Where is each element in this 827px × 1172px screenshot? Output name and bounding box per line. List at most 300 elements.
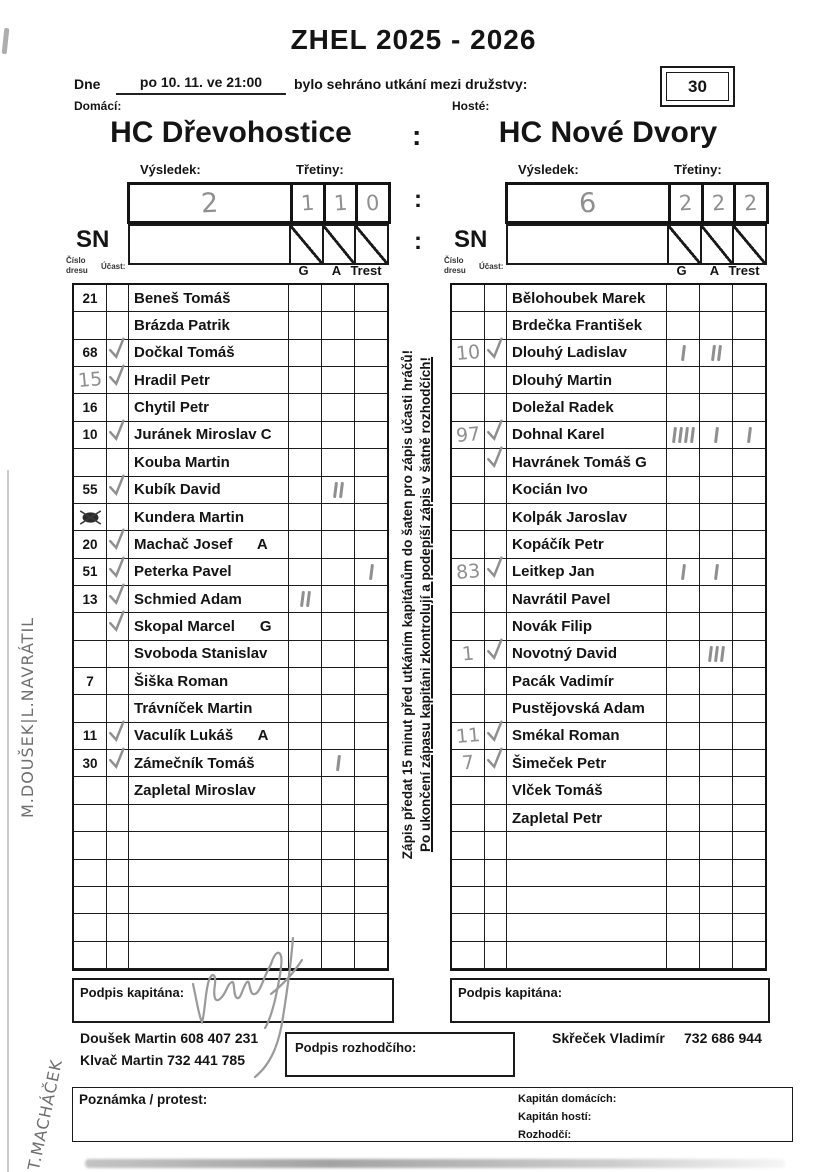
home-result-label: Výsledek:: [140, 162, 201, 177]
goals-cell: [289, 367, 322, 394]
participation-cell: [485, 613, 507, 640]
jersey-number-handwritten: 11: [454, 723, 482, 748]
penalty-cell: [355, 942, 387, 969]
goals-cell: [667, 805, 700, 832]
goals-cell: [667, 914, 700, 941]
participation-cell: [485, 586, 507, 613]
jersey-number-cell: [452, 805, 485, 832]
participation-cell: [485, 750, 507, 777]
assists-cell: [700, 586, 733, 613]
player-name-cell: [129, 832, 289, 859]
jersey-number-cell: [74, 285, 107, 312]
jersey-number-cell: [74, 559, 107, 586]
jersey-number-cell: [452, 449, 485, 476]
player-name-cell: Zámečník Tomáš: [129, 750, 289, 777]
penalty-cell: [355, 641, 387, 668]
assists-cell: [700, 914, 733, 941]
penalty-cell: [355, 668, 387, 695]
assists-cell: [322, 312, 355, 339]
player-name-cell: [507, 887, 667, 914]
assists-cell: [322, 422, 355, 449]
assists-cell: [322, 477, 355, 504]
period-score-cell: [290, 185, 323, 221]
participation-cell: [485, 914, 507, 941]
player-name-cell: Dlouhý Ladislav: [507, 340, 667, 367]
period-score-cell: [701, 185, 734, 221]
home-roster-table: [72, 283, 389, 971]
goals-cell: [667, 641, 700, 668]
penalty-cell: [355, 367, 387, 394]
player-name-cell: [129, 887, 289, 914]
tally-marks: [301, 591, 310, 607]
participation-check: [107, 611, 129, 639]
player-name-cell: Šimeček Petr: [507, 750, 667, 777]
player-name-cell: Machač Josef A: [129, 531, 289, 558]
participation-cell: [107, 449, 129, 476]
penalty-cell: [733, 914, 765, 941]
away-col-participation: Účast:: [479, 262, 504, 271]
participation-cell: [107, 914, 129, 941]
assists-cell: [700, 668, 733, 695]
jersey-number-cell: [452, 832, 485, 859]
player-name-cell: [507, 942, 667, 969]
period-score-value: 2: [710, 190, 727, 216]
jersey-number-cell: [452, 750, 485, 777]
assists-cell: [700, 805, 733, 832]
penalty-cell: [355, 723, 387, 750]
scan-smudge: [85, 1159, 785, 1168]
assists-cell: [700, 312, 733, 339]
jersey-number-cell: [452, 942, 485, 969]
jersey-number: 51: [82, 564, 98, 580]
penalty-cell: [733, 695, 765, 722]
middle-instructions: [399, 283, 435, 926]
teams-colon: :: [412, 120, 422, 151]
jersey-number-cell: [452, 340, 485, 367]
goals-cell: [289, 340, 322, 367]
away-sn-box: [506, 224, 767, 265]
penalty-cell: [733, 777, 765, 804]
goals-cell: [289, 504, 322, 531]
assists-cell: [322, 641, 355, 668]
assists-cell: [700, 559, 733, 586]
assists-cell: [700, 394, 733, 421]
participation-cell: [107, 613, 129, 640]
check-mark-icon: [107, 474, 128, 497]
assists-cell: [700, 504, 733, 531]
participation-check: [485, 747, 507, 775]
sn-diagonal-cell: [289, 226, 322, 263]
penalty-cell: [355, 750, 387, 777]
penalty-cell: [733, 586, 765, 613]
away-result-label: Výsledek:: [518, 162, 579, 177]
assists-cell: [322, 586, 355, 613]
penalty-cell: [733, 449, 765, 476]
assists-cell: [700, 887, 733, 914]
assists-cell: [700, 285, 733, 312]
tally-marks: [709, 646, 724, 662]
jersey-number-cell: [452, 367, 485, 394]
player-name-cell: [507, 860, 667, 887]
goals-cell: [667, 723, 700, 750]
jersey-number-cell: [74, 340, 107, 367]
tally-mark: [339, 482, 344, 498]
player-name-cell: Zapletal Miroslav: [129, 777, 289, 804]
jersey-number: 11: [82, 728, 98, 744]
goals-cell: [667, 668, 700, 695]
player-name-cell: Novotný David: [507, 641, 667, 668]
tally-mark: [369, 564, 374, 580]
sn-blank-cell: [130, 226, 289, 263]
participation-check: [107, 747, 129, 775]
goals-cell: [289, 832, 322, 859]
tally-mark: [690, 427, 695, 443]
penalty-cell: [733, 668, 765, 695]
assists-cell: [700, 340, 733, 367]
goals-cell: [289, 559, 322, 586]
goals-cell: [667, 860, 700, 887]
jersey-number: 21: [82, 290, 98, 306]
participation-check: [485, 556, 507, 584]
player-name-cell: Trávníček Martin: [129, 695, 289, 722]
check-mark-icon: [485, 556, 506, 579]
jersey-number: 16: [82, 400, 98, 416]
player-name-cell: Beneš Tomáš: [129, 285, 289, 312]
tally-marks: [682, 345, 685, 361]
tally-marks: [673, 427, 694, 443]
penalty-cell: [355, 394, 387, 421]
jersey-number-cell: [452, 723, 485, 750]
check-mark-icon: [107, 364, 128, 387]
player-name-cell: Dočkal Tomáš: [129, 340, 289, 367]
period-score-value: 2: [743, 190, 759, 216]
assists-cell: [700, 422, 733, 449]
penalty-cell: [355, 449, 387, 476]
participation-cell: [485, 449, 507, 476]
player-name-cell: Vlček Tomáš: [507, 777, 667, 804]
participation-cell: [485, 340, 507, 367]
jersey-number-cell: [74, 504, 107, 531]
goals-cell: [667, 285, 700, 312]
penalty-cell: [355, 914, 387, 941]
sn-diagonal-cell: [322, 226, 355, 263]
player-name-cell: [129, 860, 289, 887]
home-sn-box: [128, 224, 389, 265]
scribbled-number-icon: [79, 510, 102, 525]
tally-mark: [684, 427, 689, 443]
participation-cell: [107, 312, 129, 339]
penalty-cell: [733, 860, 765, 887]
match-text: bylo sehráno utkání mezi družstvy:: [294, 76, 528, 92]
margin-note-side: M.DOUŠEK|L.NAVRÁTIL: [18, 616, 37, 818]
goals-cell: [667, 477, 700, 504]
penalty-cell: [355, 586, 387, 613]
penalty-cell: [733, 394, 765, 421]
away-col-num2: dresu: [444, 266, 466, 275]
home-contact-1: Doušek Martin 608 407 231: [80, 1030, 259, 1046]
jersey-number-handwritten: 83: [454, 559, 482, 584]
tally-marks: [715, 427, 718, 443]
tally-marks: [682, 564, 685, 580]
goals-cell: [289, 285, 322, 312]
penalty-cell: [733, 942, 765, 969]
participation-check: [107, 528, 129, 556]
assists-cell: [322, 832, 355, 859]
goals-cell: [289, 723, 322, 750]
jersey-number-cell: [452, 394, 485, 421]
check-mark-icon: [107, 556, 128, 579]
penalty-cell: [733, 531, 765, 558]
participation-cell: [485, 777, 507, 804]
penalty-cell: [355, 559, 387, 586]
sn-diagonal-cell: [667, 226, 700, 263]
goals-cell: [667, 613, 700, 640]
jersey-number-handwritten: 7: [461, 751, 475, 775]
jersey-number-cell: [74, 942, 107, 969]
assists-cell: [322, 777, 355, 804]
participation-cell: [107, 750, 129, 777]
player-name-cell: Zapletal Petr: [507, 805, 667, 832]
participation-cell: [485, 312, 507, 339]
jersey-number-handwritten: 15: [76, 368, 104, 393]
note-protest-box: [72, 1087, 793, 1142]
assists-cell: [700, 695, 733, 722]
player-name-cell: Dlouhý Martin: [507, 367, 667, 394]
player-name-cell: Pacák Vadimír: [507, 668, 667, 695]
goals-cell: [667, 887, 700, 914]
participation-cell: [485, 887, 507, 914]
tally-marks: [712, 345, 721, 361]
participation-cell: [485, 477, 507, 504]
away-result-value: 6: [578, 187, 598, 219]
jersey-number: 10: [82, 427, 98, 443]
away-captain-signature-box: [450, 978, 770, 1023]
check-mark-icon: [107, 747, 128, 770]
assists-cell: [322, 285, 355, 312]
assists-cell: [322, 367, 355, 394]
tally-mark: [333, 482, 338, 498]
participation-cell: [485, 422, 507, 449]
penalty-cell: [355, 777, 387, 804]
instruction-line-1: Zápis předat 15 minut před utkáním kapitánům do šaten pro zápis účasti hráčů!: [400, 349, 415, 860]
jersey-number-cell: [74, 367, 107, 394]
penalty-cell: [733, 723, 765, 750]
participation-cell: [485, 942, 507, 969]
player-name-cell: Brdečka František: [507, 312, 667, 339]
jersey-number-cell: [452, 422, 485, 449]
player-name-cell: Kundera Martin: [129, 504, 289, 531]
home-sn-label: SN: [76, 226, 110, 253]
penalty-cell: [355, 832, 387, 859]
tally-mark: [747, 427, 752, 443]
goals-cell: [289, 586, 322, 613]
away-col-goals: G: [676, 263, 687, 278]
participation-cell: [107, 367, 129, 394]
player-name-cell: Kouba Martin: [129, 449, 289, 476]
goals-cell: [667, 340, 700, 367]
player-name-cell: Kolpák Jaroslav: [507, 504, 667, 531]
tally-mark: [711, 345, 716, 361]
jersey-number-cell: [74, 750, 107, 777]
participation-cell: [485, 367, 507, 394]
player-name-cell: [129, 805, 289, 832]
goals-cell: [289, 750, 322, 777]
goals-cell: [289, 695, 322, 722]
date-label: Dne: [74, 76, 101, 92]
participation-cell: [107, 586, 129, 613]
player-name-cell: Šiška Roman: [129, 668, 289, 695]
player-name-cell: Juránek Miroslav C: [129, 422, 289, 449]
penalty-cell: [733, 340, 765, 367]
player-name-cell: Vaculík Lukáš A: [129, 723, 289, 750]
participation-cell: [107, 504, 129, 531]
participation-cell: [107, 559, 129, 586]
note-field-referee: Rozhodčí:: [518, 1129, 572, 1141]
away-col-assists: A: [709, 263, 720, 278]
home-col-num1: Číslo: [66, 256, 86, 265]
jersey-number-cell: [452, 586, 485, 613]
home-score-box: [127, 182, 391, 224]
participation-check: [107, 474, 129, 502]
period-score-cell: [733, 185, 766, 221]
jersey-number-cell: [452, 695, 485, 722]
date-value: po 10. 11. ve 21:00: [116, 74, 286, 95]
penalty-cell: [733, 832, 765, 859]
goals-cell: [289, 887, 322, 914]
away-score-box: [505, 182, 769, 224]
sn-diagonal-cell: [732, 226, 765, 263]
player-name-cell: Kopáčík Petr: [507, 531, 667, 558]
participation-cell: [485, 805, 507, 832]
tally-marks: [337, 755, 340, 771]
goals-cell: [289, 641, 322, 668]
participation-check: [485, 446, 507, 474]
penalty-cell: [733, 367, 765, 394]
assists-cell: [322, 394, 355, 421]
participation-cell: [107, 805, 129, 832]
participation-check: [107, 419, 129, 447]
jersey-number-cell: [452, 312, 485, 339]
player-name-cell: [507, 914, 667, 941]
assists-cell: [322, 914, 355, 941]
assists-cell: [322, 860, 355, 887]
away-captain-signature-label: Podpis kapitána:: [458, 985, 563, 1000]
jersey-number-cell: [74, 312, 107, 339]
participation-cell: [485, 860, 507, 887]
sn-colon: :: [414, 228, 422, 255]
participation-cell: [485, 504, 507, 531]
tally-mark: [306, 591, 311, 607]
match-number: 30: [666, 72, 729, 101]
penalty-cell: [355, 805, 387, 832]
instruction-line-2: Po ukončení zápasu kapitáni zkontrolují a podepíší zápis v šatně rozhodčích!: [418, 356, 433, 853]
away-sn-label: SN: [454, 226, 488, 253]
participation-cell: [107, 285, 129, 312]
penalty-cell: [733, 312, 765, 339]
jersey-number-cell: [452, 613, 485, 640]
goals-cell: [289, 531, 322, 558]
jersey-number-cell: [74, 422, 107, 449]
check-mark-icon: [485, 446, 506, 469]
penalty-cell: [733, 559, 765, 586]
assists-cell: [322, 668, 355, 695]
penalty-cell: [733, 613, 765, 640]
goals-cell: [667, 777, 700, 804]
player-name-cell: Doležal Radek: [507, 394, 667, 421]
participation-check: [107, 583, 129, 611]
player-name-cell: Novák Filip: [507, 613, 667, 640]
tally-marks: [370, 564, 373, 580]
sn-diagonal-cell: [354, 226, 387, 263]
participation-cell: [485, 285, 507, 312]
jersey-number-cell: [452, 531, 485, 558]
assists-cell: [700, 613, 733, 640]
jersey-number: 7: [86, 673, 94, 689]
jersey-number-handwritten: 97: [454, 422, 482, 447]
penalty-cell: [355, 340, 387, 367]
participation-cell: [485, 531, 507, 558]
player-name-cell: Havránek Tomáš G: [507, 449, 667, 476]
home-result-value: 2: [200, 187, 220, 219]
check-mark-icon: [107, 528, 128, 551]
participation-cell: [485, 695, 507, 722]
player-name-cell: Kubík David: [129, 477, 289, 504]
goals-cell: [667, 750, 700, 777]
away-col-num1: Číslo: [444, 256, 464, 265]
participation-cell: [485, 641, 507, 668]
jersey-number: 55: [82, 482, 98, 498]
home-col-participation: Účast:: [101, 262, 126, 271]
goals-cell: [667, 422, 700, 449]
participation-cell: [107, 668, 129, 695]
participation-check: [107, 720, 129, 748]
participation-check: [485, 337, 507, 365]
participation-check: [107, 556, 129, 584]
home-col-assists: A: [331, 263, 342, 278]
jersey-number-cell: [452, 559, 485, 586]
goals-cell: [667, 394, 700, 421]
away-roster-table: [450, 283, 767, 971]
goals-cell: [667, 559, 700, 586]
participation-check: [485, 419, 507, 447]
participation-cell: [107, 394, 129, 421]
penalty-cell: [733, 887, 765, 914]
note-field-captain-home: Kapitán domácích:: [518, 1093, 617, 1105]
tally-mark: [681, 345, 686, 361]
participation-cell: [485, 394, 507, 421]
check-mark-icon: [485, 419, 506, 442]
jersey-number-handwritten: 1: [461, 642, 475, 666]
jersey-number-cell: [74, 668, 107, 695]
assists-cell: [322, 750, 355, 777]
participation-cell: [107, 942, 129, 969]
player-name-cell: Pustějovská Adam: [507, 695, 667, 722]
assists-cell: [700, 860, 733, 887]
goals-cell: [667, 312, 700, 339]
participation-cell: [107, 477, 129, 504]
tally-mark: [714, 427, 719, 443]
assists-cell: [322, 942, 355, 969]
penalty-cell: [355, 312, 387, 339]
jersey-number-cell: [452, 887, 485, 914]
period-score-cell: [355, 185, 388, 221]
tally-marks: [748, 427, 751, 443]
player-name-cell: Navrátil Pavel: [507, 586, 667, 613]
jersey-number: 13: [82, 591, 98, 607]
jersey-number-cell: [74, 641, 107, 668]
penalty-cell: [355, 531, 387, 558]
tally-mark: [678, 427, 683, 443]
